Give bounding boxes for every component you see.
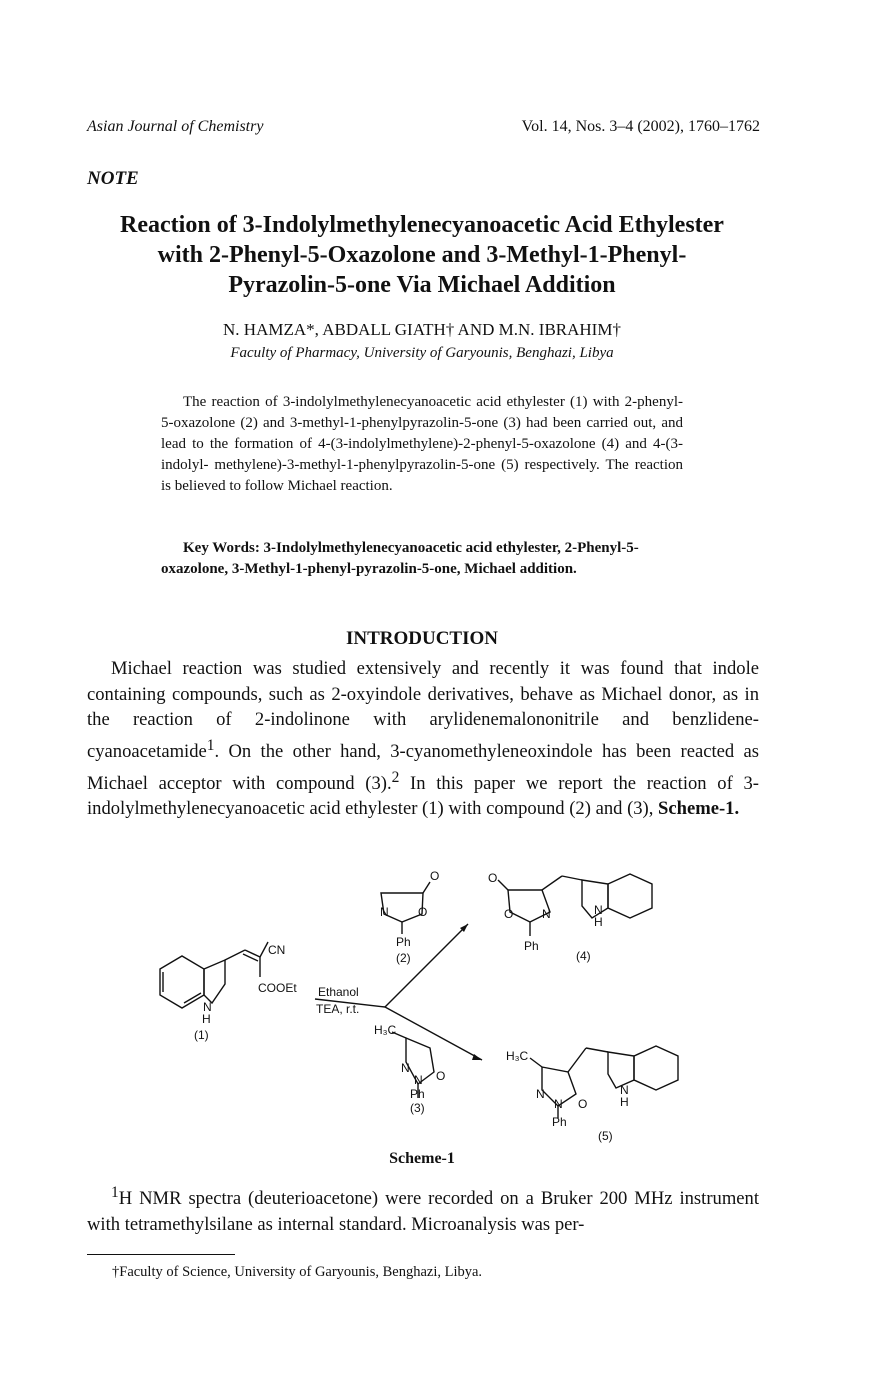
author-list: N. HAMZA*, ABDALL GIATH† AND M.N. IBRAHIM† — [223, 320, 621, 339]
n-label-2: N — [380, 905, 389, 919]
nh-n-label-1: N — [203, 1000, 212, 1014]
citation-2: 2 — [391, 768, 400, 786]
solvent-label: Ethanol — [318, 985, 359, 999]
paper-title — [87, 210, 757, 300]
compound-label-2: (2) — [396, 951, 411, 965]
nh-h-label-5: H — [620, 1095, 629, 1109]
experimental-text: H NMR spectra (deuterioacetone) were recorded on a Bruker 200 MHz instrument with tetramethylsilane as internal standard. Microanalysis was per- — [87, 1188, 759, 1235]
n-label-5a: N — [536, 1087, 545, 1101]
section-label: NOTE — [87, 168, 139, 189]
scheme-caption: Scheme-1 — [389, 1150, 455, 1167]
indole-pyrrole-ring-1 — [204, 960, 225, 1003]
methyl-label-5: H₃C — [506, 1049, 529, 1063]
ring-o-label-4: O — [504, 907, 514, 921]
title-line-3: Pyrazolin-5-one Via Michael Addition — [228, 272, 616, 298]
carbonyl-o-label-5: O — [578, 1097, 588, 1111]
volume-info: Vol. 14, Nos. 3–4 (2002), 1760–1762 — [521, 118, 760, 135]
section-heading-introduction: INTRODUCTION — [345, 628, 499, 649]
n-label-5b: N — [554, 1097, 563, 1111]
nh-h-label-4: H — [594, 915, 603, 929]
affiliation: Faculty of Pharmacy, University of Garyounis, Benghazi, Libya — [230, 345, 614, 361]
journal-name: Asian Journal of Chemistry — [87, 118, 264, 135]
introduction-paragraph — [87, 656, 759, 822]
compound-label-1: (1) — [194, 1028, 209, 1042]
carbonyl-o-label-4: O — [488, 871, 498, 885]
isotope-superscript: 1 — [111, 1184, 119, 1201]
footnote: †Faculty of Science, University of Garyounis, Benghazi, Libya. — [112, 1264, 483, 1280]
title-line-1: Reaction of 3-Indolylmethylenecyanoacetic Acid Ethylester — [120, 212, 724, 238]
reaction-scheme — [130, 862, 710, 1152]
nh-n-label-5: N — [620, 1083, 629, 1097]
footnote-rule — [87, 1254, 235, 1255]
ph-label-5: Ph — [552, 1115, 567, 1129]
indole-benzene-ring-4 — [608, 874, 652, 918]
n-label-3b: N — [414, 1073, 423, 1087]
intro-text-2: . On the other hand, 3-cyanomethyleneoxindole has been reacted as Michael acceptor with compound (3). — [87, 740, 759, 794]
compound-label-5: (5) — [598, 1129, 613, 1143]
ring-o-label-2: O — [418, 905, 428, 919]
abstract: The reaction of 3-indolylmethylenecyanoacetic acid ethylester (1) with 2-phenyl-5-oxazolone (2) and 3-methyl-1-phenylpyrazolin-5-one (3) had been carried out, and lead to the formation of 4-(3-indolylmethylene)-2-phenyl-5-oxazolone (4) and 4-(3-indolyl- methylene)-3-methyl-1-phenylpyrazolin-5-one (5) respectively. The reaction is believed to follow Michael reaction. — [161, 394, 683, 494]
title-line-2: with 2-Phenyl-5-Oxazolone and 3-Methyl-1-Phenyl- — [157, 242, 687, 268]
indole-benzene-ring-1 — [160, 956, 204, 1008]
scheme-reference: Scheme-1. — [658, 798, 740, 820]
n-label-3a: N — [401, 1061, 410, 1075]
nh-h-label-1: H — [202, 1012, 211, 1026]
citation-1: 1 — [206, 736, 215, 754]
nh-n-label-4: N — [594, 903, 603, 917]
carbonyl-o-label-2: O — [430, 869, 440, 883]
compound-label-3: (3) — [410, 1101, 425, 1115]
arrow-lower — [385, 1007, 482, 1060]
cooet-label: COOEt — [258, 981, 297, 995]
compound-label-4: (4) — [576, 949, 591, 963]
keywords: Key Words: 3-Indolylmethylenecyanoacetic acid ethylester, 2-Phenyl-5-oxazolone, 3-Methyl-1-phenyl-pyrazolin-5-one, Michael addition. — [161, 540, 639, 577]
ph-label-2: Ph — [396, 935, 411, 949]
intro-text-3: In this paper we report the reaction of 3-indolylmethylenecyanoacetic acid ethylester (1) with compound (2) and (3), — [87, 772, 759, 820]
indole-benzene-ring-5 — [634, 1046, 678, 1090]
intro-text-1: Michael reaction was studied extensively and recently it was found that indole containing compounds, such as 2-oxyindole derivatives, behave as Michael donor, as in the reaction of 2-indolinone with arylidenemalononitrile and benzlidene-cyanoacetamide — [87, 658, 759, 762]
methyl-label-3: H₃C — [374, 1023, 397, 1037]
n-label-4: N — [542, 907, 551, 921]
conditions-label: TEA, r.t. — [316, 1002, 360, 1016]
experimental-paragraph — [87, 1180, 759, 1237]
carbonyl-o-label-3: O — [436, 1069, 446, 1083]
ph-label-4: Ph — [524, 939, 539, 953]
cn-label: CN — [268, 943, 286, 957]
ph-label-3: Ph — [410, 1087, 425, 1101]
